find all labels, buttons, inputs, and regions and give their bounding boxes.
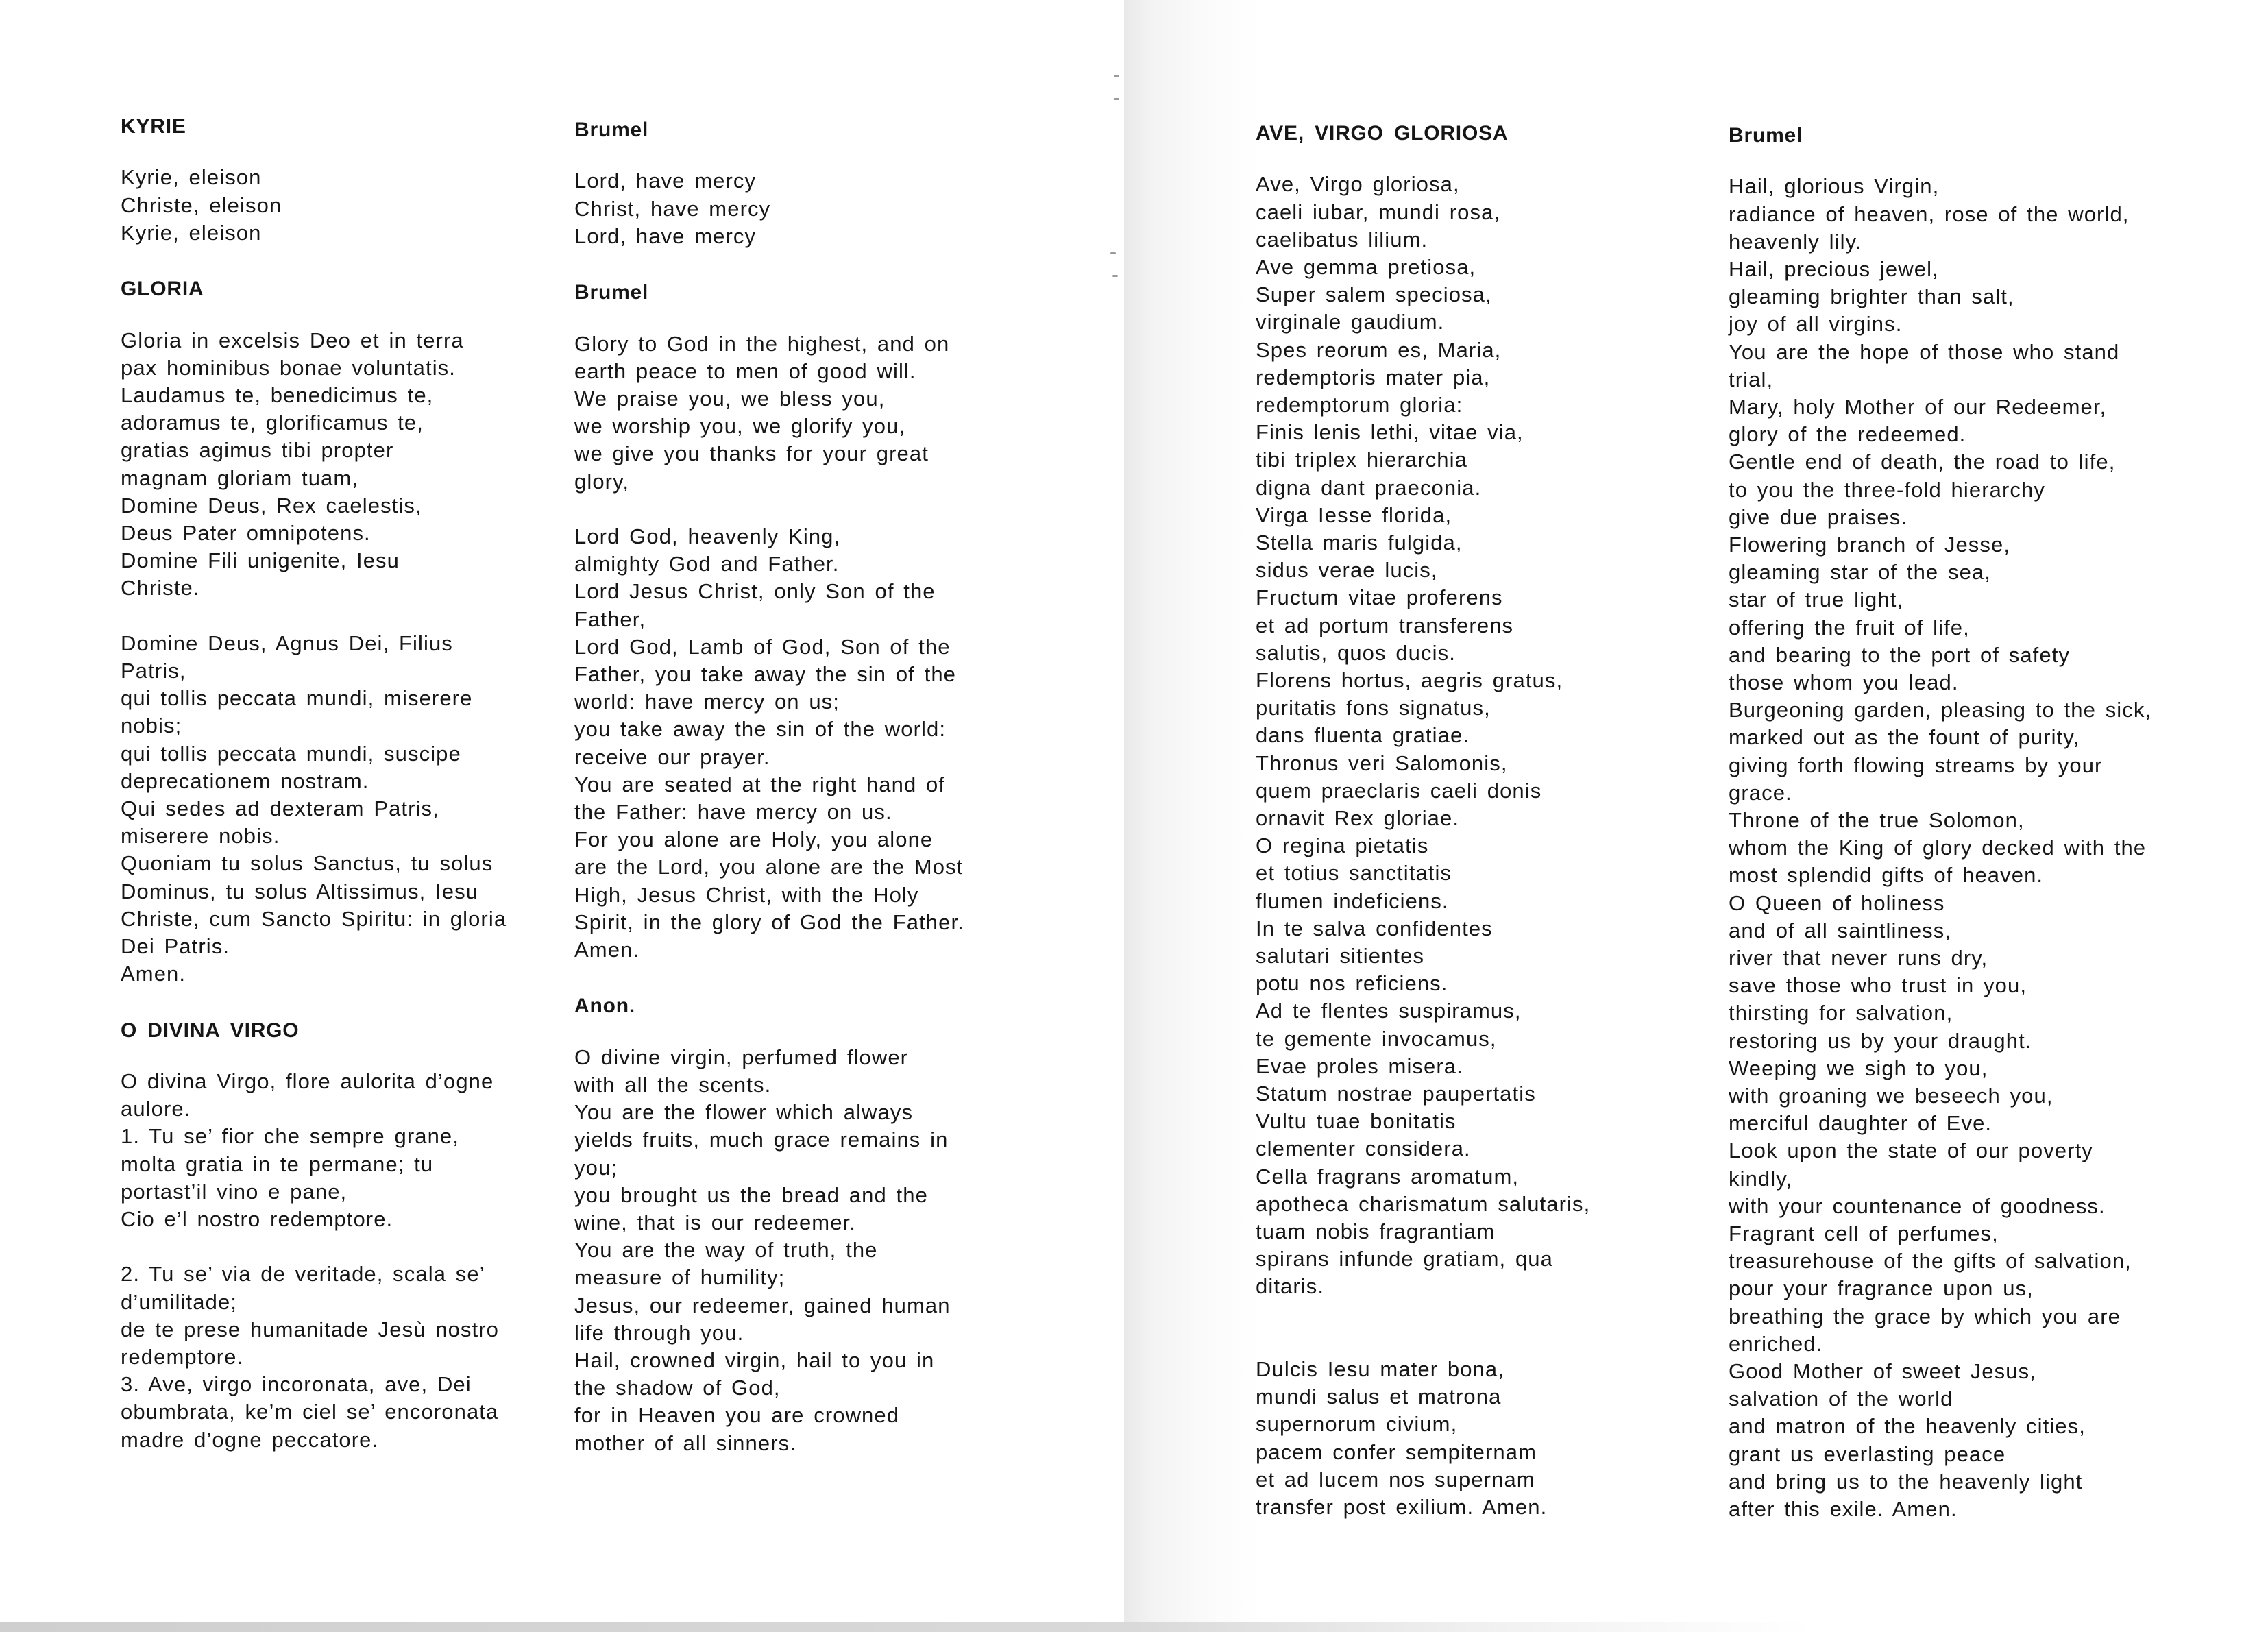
text-line: We praise you, we bless you, [574, 386, 886, 411]
text-line: Gloria in excelsis Deo et in terra [121, 328, 464, 352]
text-line: Christe, eleison [121, 193, 282, 217]
text-line: caeli iubar, mundi rosa, [1256, 199, 1501, 224]
text-line: restoring us by your draught. [1729, 1028, 2032, 1053]
text-line: spirans infunde gratiam, qua [1256, 1247, 1553, 1271]
text-line: the shadow of God, [574, 1376, 781, 1400]
text-line: d’umilitade; [121, 1289, 238, 1314]
text-line: almighty God and Father. [574, 552, 840, 576]
text-line: mother of all sinners. [574, 1430, 796, 1455]
text-line: Florens hortus, aegris gratus, [1256, 668, 1563, 692]
text-line: You are the flower which always [574, 1100, 914, 1125]
text-line: Thronus veri Salomonis, [1256, 751, 1508, 775]
text-line: Christe. [121, 576, 200, 600]
text-line: Father, you take away the sin of the [574, 661, 957, 686]
text-line: High, Jesus Christ, with the Holy [574, 882, 919, 907]
text-line: Lord God, heavenly King, [574, 524, 841, 548]
text-line: Laudamus te, benedicimus te, [121, 382, 434, 407]
text-line: joy of all virgins. [1729, 312, 1903, 337]
text-line: measure of humility; [574, 1265, 785, 1290]
text-line: sidus verae lucis, [1256, 558, 1438, 583]
section-heading: AVE, VIRGO GLORIOSA [1256, 122, 1509, 145]
scan-speck [1112, 275, 1118, 277]
text-line: Amen. [121, 962, 186, 986]
text-line: pacem confer sempiternam [1256, 1439, 1537, 1464]
text-line: mundi salus et matrona [1256, 1385, 1502, 1409]
text-line: redemptorum gloria: [1256, 392, 1463, 417]
text-line: Ave, Virgo gloriosa, [1256, 172, 1460, 197]
text-line: treasurehouse of the gifts of salvation, [1729, 1249, 2132, 1274]
section-heading: Brumel [574, 119, 649, 141]
text-line: Lord, have mercy [574, 223, 757, 248]
text-line: quem praeclaris caeli donis [1256, 778, 1542, 803]
text-line: grace. [1729, 780, 1792, 805]
text-line: miserere nobis. [121, 824, 280, 849]
text-line: qui tollis peccata mundi, miserere [121, 686, 473, 711]
page-bottom-edge [0, 1622, 2268, 1632]
text-line: enriched. [1729, 1331, 1823, 1356]
section-heading: Brumel [1729, 124, 1803, 147]
text-line: Finis lenis lethi, vitae via, [1256, 420, 1524, 445]
text-line: after this exile. Amen. [1729, 1496, 1958, 1521]
section-heading: O DIVINA VIRGO [121, 1019, 300, 1042]
text-line: salvation of the world [1729, 1387, 1953, 1411]
text-line: salutis, quos ducis. [1256, 640, 1456, 665]
text-line: yields fruits, much grace remains in [574, 1128, 949, 1152]
text-line: Dulcis Iesu mater bona, [1256, 1356, 1504, 1381]
text-line: Spirit, in the glory of God the Father. [574, 910, 964, 934]
text-line: we worship you, we glorify you, [574, 414, 906, 439]
text-line: Lord, have mercy [574, 169, 757, 193]
text-line: give due praises. [1729, 504, 1908, 529]
text-line: apotheca charismatum salutaris, [1256, 1191, 1591, 1216]
text-line: redemptoris mater pia, [1256, 365, 1491, 389]
text-line: Vultu tuae bonitatis [1256, 1109, 1456, 1134]
text-line: O regina pietatis [1256, 833, 1429, 858]
text-line: are the Lord, you alone are the Most [574, 855, 964, 879]
text-line: ornavit Rex gloriae. [1256, 805, 1460, 830]
text-line: world: have mercy on us; [574, 690, 840, 714]
text-line: ditaris. [1256, 1274, 1325, 1299]
section-heading: GLORIA [121, 278, 204, 301]
text-line: gleaming star of the sea, [1729, 560, 1991, 585]
text-line: O Queen of holiness [1729, 890, 1945, 915]
text-line: Gentle end of death, the road to life, [1729, 450, 2116, 474]
text-line: Christ, have mercy [574, 196, 771, 221]
text-line: gratias agimus tibi propter [121, 438, 394, 463]
text-line: radiance of heaven, rose of the world, [1729, 202, 2130, 226]
text-line: Evae proles misera. [1256, 1054, 1463, 1078]
text-line: gleaming brighter than salt, [1729, 284, 2014, 309]
text-line: glory, [574, 469, 630, 494]
text-line: Quoniam tu solus Sanctus, tu solus [121, 851, 493, 876]
text-line: Mary, holy Mother of our Redeemer, [1729, 394, 2107, 419]
text-line: kindly, [1729, 1166, 1793, 1191]
text-line: tuam nobis fragrantiam [1256, 1219, 1496, 1243]
text-line: pax hominibus bonae voluntatis. [121, 355, 456, 380]
text-line: Good Mother of sweet Jesus, [1729, 1359, 2036, 1383]
text-line: Domine Deus, Agnus Dei, Filius [121, 631, 453, 655]
text-line: and of all saintliness, [1729, 918, 1952, 942]
text-line: Qui sedes ad dexteram Patris, [121, 796, 439, 820]
text-line: nobis; [121, 714, 182, 738]
text-line: O divina Virgo, flore aulorita d’ogne [121, 1069, 494, 1093]
text-line: Deus Pater omnipotens. [121, 520, 371, 545]
text-line: save those who trust in you, [1729, 973, 2027, 998]
text-line: Domine Fili unigenite, Iesu [121, 548, 400, 573]
text-line: heavenly lily. [1729, 229, 1862, 254]
text-line: salutari sitientes [1256, 943, 1425, 968]
scan-speck [1110, 252, 1116, 254]
text-line: Glory to God in the highest, and on [574, 331, 950, 356]
text-line: glory of the redeemed. [1729, 422, 1966, 447]
text-line: Statum nostrae paupertatis [1256, 1081, 1536, 1106]
text-line: with your countenance of goodness. [1729, 1193, 2106, 1218]
text-line: grant us everlasting peace [1729, 1441, 2006, 1466]
text-line: madre d’ogne peccatore. [121, 1427, 379, 1452]
text-line: 3. Ave, virgo incoronata, ave, Dei [121, 1372, 472, 1397]
text-line: Patris, [121, 658, 186, 683]
text-line: star of true light, [1729, 587, 1904, 612]
text-line: Hail, crowned virgin, hail to you in [574, 1348, 935, 1372]
text-line: Super salem speciosa, [1256, 282, 1492, 307]
text-line: receive our prayer. [574, 744, 770, 769]
text-line: Dominus, tu solus Altissimus, Iesu [121, 879, 479, 903]
text-line: offering the fruit of life, [1729, 615, 1970, 640]
text-line: Hail, precious jewel, [1729, 256, 1939, 281]
text-line: Jesus, our redeemer, gained human [574, 1293, 951, 1317]
text-line: with all the scents. [574, 1072, 772, 1097]
text-line: et ad lucem nos supernam [1256, 1467, 1535, 1491]
text-line: you take away the sin of the world: [574, 717, 947, 742]
text-line: Ave gemma pretiosa, [1256, 254, 1476, 279]
text-line: earth peace to men of good will. [574, 358, 916, 383]
text-line: for in Heaven you are crowned [574, 1403, 900, 1428]
text-line: thirsting for salvation, [1729, 1001, 1953, 1025]
text-line: breathing the grace by which you are [1729, 1304, 2121, 1328]
text-line: 1. Tu se’ fior che sempre grane, [121, 1124, 459, 1149]
text-line: Throne of the true Solomon, [1729, 807, 2025, 832]
text-line: Kyrie, eleison [121, 220, 262, 245]
text-line: Fructum vitae proferens [1256, 585, 1503, 610]
left-page [0, 0, 1124, 1632]
text-line: and matron of the heavenly cities, [1729, 1414, 2086, 1439]
text-line: O divine virgin, perfumed flower [574, 1045, 909, 1069]
text-line: giving forth flowing streams by your [1729, 753, 2103, 777]
text-line: life through you. [574, 1320, 744, 1345]
text-line: pour your fragrance upon us, [1729, 1276, 2034, 1301]
text-line: dans fluenta gratiae. [1256, 723, 1470, 748]
text-line: Lord God, Lamb of God, Son of the [574, 634, 951, 659]
text-line: Father, [574, 607, 646, 631]
text-line: wine, that is our redeemer. [574, 1210, 856, 1234]
scan-speck [1114, 98, 1119, 100]
text-line: Burgeoning garden, pleasing to the sick, [1729, 698, 2152, 722]
text-line: we give you thanks for your great [574, 441, 929, 466]
text-line: de te prese humanitade Jesù nostro [121, 1317, 499, 1341]
text-line: Look upon the state of our poverty [1729, 1138, 2093, 1163]
section-heading: KYRIE [121, 115, 186, 138]
text-line: flumen indeficiens. [1256, 888, 1449, 913]
text-line: transfer post exilium. Amen. [1256, 1494, 1548, 1519]
text-line: and bearing to the port of safety [1729, 642, 2071, 667]
text-line: Spes reorum es, Maria, [1256, 337, 1502, 362]
text-line: digna dant praeconia. [1256, 475, 1482, 500]
text-line: caelibatus lilium. [1256, 227, 1428, 252]
text-line: Domine Deus, Rex caelestis, [121, 493, 422, 517]
text-line: Cio e’l nostro redemptore. [121, 1206, 393, 1231]
text-line: Amen. [574, 937, 640, 962]
text-line: trial, [1729, 367, 1774, 391]
text-line: molta gratia in te permane; tu [121, 1152, 434, 1176]
text-line: virginale gaudium. [1256, 310, 1445, 334]
text-line: et totius sanctitatis [1256, 861, 1452, 886]
text-line: tibi triplex hierarchia [1256, 448, 1467, 472]
text-line: Virga Iesse florida, [1256, 502, 1452, 527]
text-line: deprecationem nostram. [121, 768, 369, 793]
text-line: 2. Tu se’ via de veritade, scala se’ [121, 1262, 485, 1287]
text-line: those whom you lead. [1729, 670, 1959, 694]
text-line: river that never runs dry, [1729, 945, 1988, 970]
text-line: redemptore. [121, 1344, 244, 1369]
text-line: Flowering branch of Jesse, [1729, 532, 2011, 557]
text-line: qui tollis peccata mundi, suscipe [121, 741, 461, 766]
text-line: to you the three-fold hierarchy [1729, 477, 2045, 502]
text-line: Hail, glorious Virgin, [1729, 174, 1940, 199]
text-line: marked out as the fount of purity, [1729, 725, 2080, 750]
text-line: You are the way of truth, the [574, 1238, 878, 1263]
text-line: In te salva confidentes [1256, 916, 1493, 940]
text-line: aulore. [121, 1097, 191, 1121]
text-line: Ad te flentes suspiramus, [1256, 999, 1522, 1023]
text-line: merciful daughter of Eve. [1729, 1111, 1992, 1136]
text-line: Dei Patris. [121, 934, 230, 958]
text-line: with groaning we beseech you, [1729, 1083, 2053, 1108]
text-line: Cella fragrans aromatum, [1256, 1164, 1520, 1189]
section-heading: Brumel [574, 281, 649, 304]
text-line: Christe, cum Sancto Spiritu: in gloria [121, 906, 507, 931]
text-line: Weeping we sigh to you, [1729, 1056, 1988, 1080]
section-heading: Anon. [574, 995, 635, 1018]
text-line: adoramus te, glorificamus te, [121, 411, 424, 435]
scan-speck [1114, 75, 1119, 77]
text-line: You are the hope of those who stand [1729, 339, 2120, 364]
text-line: et ad portum transferens [1256, 613, 1514, 637]
text-line: Fragrant cell of perfumes, [1729, 1221, 1999, 1245]
text-line: the Father: have mercy on us. [574, 799, 892, 824]
text-line: obumbrata, ke’m ciel se’ encoronata [121, 1400, 499, 1424]
text-line: puritatis fons signatus, [1256, 696, 1491, 720]
text-line: portast’il vino e pane, [121, 1179, 347, 1204]
text-line: and bring us to the heavenly light [1729, 1469, 2083, 1494]
text-line: potu nos reficiens. [1256, 971, 1448, 996]
text-line: Stella maris fulgida, [1256, 530, 1463, 555]
text-line: clementer considera. [1256, 1136, 1471, 1161]
text-line: magnam gloriam tuam, [121, 465, 359, 490]
text-line: whom the King of glory decked with the [1729, 836, 2147, 860]
text-line: For you alone are Holy, you alone [574, 827, 934, 852]
text-line: Kyrie, eleison [121, 165, 262, 190]
text-line: te gemente invocamus, [1256, 1026, 1497, 1051]
text-line: you; [574, 1155, 618, 1180]
text-line: you brought us the bread and the [574, 1182, 928, 1207]
text-line: most splendid gifts of heaven. [1729, 863, 2044, 888]
text-line: You are seated at the right hand of [574, 772, 946, 796]
text-line: Lord Jesus Christ, only Son of the [574, 579, 936, 604]
text-line: supernorum civium, [1256, 1412, 1458, 1437]
